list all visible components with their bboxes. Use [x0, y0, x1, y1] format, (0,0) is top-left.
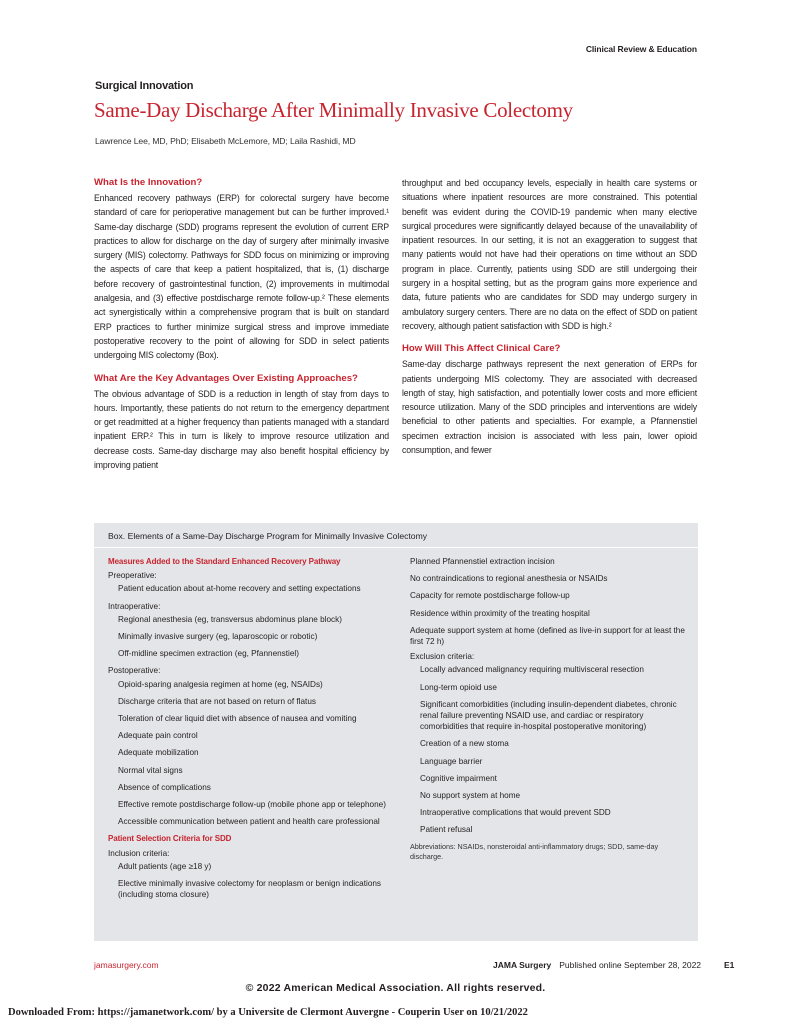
journal-citation — [493, 960, 701, 970]
box-list-item: Intraoperative complications that would prevent SDD — [420, 808, 611, 818]
box-abbreviations: Abbreviations: NSAIDs, nonsteroidal anti-inflammatory drugs; SDD, same-day discharge. — [410, 841, 659, 861]
box-list-item: Long-term opioid use — [420, 682, 497, 692]
box-list-item: Toleration of clear liquid diet with absence of nausea and vomiting — [118, 714, 357, 724]
selection-heading: Patient Selection Criteria for SDD — [108, 834, 232, 844]
intraop-list — [108, 614, 398, 660]
postop-label: Postoperative: — [108, 666, 161, 676]
box-list-item: Capacity for remote postdischarge follow-up — [410, 591, 570, 601]
measures-heading: Measures Added to the Standard Enhanced Recovery Pathway — [108, 557, 341, 566]
box-column-right — [410, 556, 688, 862]
section-label: Clinical Review & Education — [585, 44, 697, 54]
paragraph-clinical-care: Same-day discharge pathways represent the next generation of ERPs for patients undergoing MIS colectomy. They are associated with decreased length of stay, high satisfaction, and potentially lower costs and more efficient resource utilization. Many of the SDD principles and interventions are widely beneficial to other patients and specialties. For example, a Pfannenstiel specimen extraction incision is associated with less pain, lower opioid consumption, and fewer — [402, 359, 697, 456]
body-column-right — [402, 176, 697, 466]
inclusion-list-right — [410, 556, 688, 647]
box-list-item: Effective remote postdischarge follow-up (mobile phone app or telephone) — [118, 800, 386, 810]
box-list-item: Minimally invasive surgery (eg, laparoscopic or robotic) — [118, 632, 318, 642]
page-number: E1 — [724, 960, 735, 970]
paragraph-innovation: Enhanced recovery pathways (ERP) for colorectal surgery have become standard of care for perioperative management but can be further improved.¹ Same-day discharge (SDD) programs represent the evolution of current ERP practices to allow for discharge on the day of surgery after minimally invasive surgery (MIS) colectomy. Pathways for SDD focus on minimizing or improving the aspects of care that keep a patient hospitalized, that is, (1) discharge before recovery of gastrointestinal function, (2) improvements in multimodal analgesia, and (3) effective postdischarge remote follow-up.² These elements act synergistically within a comprehensive program that is built on standard ERP practices to further minimize surgical stress and improve immediate postoperative recovery to the point of allowing for SDD in select patients undergoing MIS colectomy (Box). — [94, 193, 389, 361]
postop-list — [108, 679, 398, 828]
box-list-item: Normal vital signs — [118, 765, 183, 775]
box-list-item: Adequate pain control — [118, 731, 198, 741]
inclusion-list-left — [108, 861, 398, 901]
heading-advantages: What Are the Key Advantages Over Existing Approaches? — [94, 372, 358, 384]
box-list-item: Creation of a new stoma — [420, 739, 509, 749]
download-notice: Downloaded From: https://jamanetwork.com/ by a Universite de Clermont Auvergne - Couperin User on 10/21/2022 — [8, 1007, 528, 1018]
box-list-item: Opioid-sparing analgesia regimen at home (eg, NSAIDs) — [118, 679, 323, 689]
box-list-item: Patient education about at-home recovery and setting expectations — [118, 584, 361, 594]
box-list-item: Residence within proximity of the treating hospital — [410, 608, 590, 618]
intraop-label: Intraoperative: — [108, 601, 161, 611]
preop-list — [108, 583, 398, 594]
publication-date: Published online September 28, 2022 — [559, 960, 702, 970]
box-list-item: Cognitive impairment — [420, 773, 497, 783]
body-column-left — [94, 176, 389, 481]
exclusion-list — [410, 664, 688, 835]
box-list-item: Absence of complications — [118, 782, 211, 792]
paragraph-throughput: throughput and bed occupancy levels, especially in health care systems or situations where inpatient resources are more constrained. This potential benefit was evident during the COVID-19 pandemic when many elective surgical procedures were significantly delayed because of the unavailability of inpatient resources. In our setting, it is not an exaggeration to suggest that many patients would not have had their operations on time without an SDD program in place. Currently, patients using SDD are still undergoing their surgery in a hospital setting, but as the program gains more experience and data, future patients who are candidates for SDD may undergo surgery in ambulatory surgery centers. There are no data on the effect of SDD on patient recovery, although patient satisfaction with SDD is high.² — [402, 178, 697, 331]
box-list-item: Adult patients (age ≥18 y) — [118, 861, 212, 871]
box-list-item: Significant comorbidities (including insulin-dependent diabetes, chronic renal failure preventing NSAID use, and cardiac or respiratory comorbidities that require in-hospital postoperative monitoring) — [420, 699, 677, 732]
heading-innovation: What Is the Innovation? — [94, 177, 203, 188]
box-list-item: Off-midline specimen extraction (eg, Pfannenstiel) — [118, 649, 299, 659]
box-list-item: Discharge criteria that are not based on return of flatus — [118, 696, 316, 706]
exclusion-label: Exclusion criteria: — [410, 652, 475, 662]
inclusion-label: Inclusion criteria: — [108, 848, 170, 858]
box-list-item: Locally advanced malignancy requiring multivisceral resection — [420, 665, 644, 675]
box-list-item: Adequate support system at home (defined as live-in support for at least the first 72 h) — [410, 625, 685, 647]
copyright-notice: © 2022 American Medical Association. All rights reserved. — [245, 982, 546, 994]
box-list-item: Elective minimally invasive colectomy for neoplasm or benign indications (including stoma closure) — [118, 879, 382, 900]
box-list-item: Patient refusal — [420, 825, 473, 835]
journal-name: JAMA Surgery — [493, 960, 552, 970]
box-list-item: No contraindications to regional anesthesia or NSAIDs — [410, 574, 608, 584]
box-list-item: Regional anesthesia (eg, transversus abdominus plane block) — [118, 614, 342, 624]
article-title: Same-Day Discharge After Minimally Invasive Colectomy — [94, 98, 573, 122]
article-category: Surgical Innovation — [95, 80, 194, 92]
heading-clinical-care: How Will This Affect Clinical Care? — [402, 343, 561, 355]
author-list: Lawrence Lee, MD, PhD; Elisabeth McLemore, MD; Laila Rashidi, MD — [95, 136, 356, 146]
box-list-item: Accessible communication between patient and health care professional — [118, 817, 380, 827]
box-list-item: Planned Pfannenstiel extraction incision — [410, 557, 555, 566]
box-list-item: Language barrier — [420, 756, 483, 766]
box-list-item: No support system at home — [420, 791, 521, 801]
paragraph-advantages: The obvious advantage of SDD is a reduction in length of stay from days to hours. Importantly, these patients do not return to the emergency department or get readmitted at a higher frequency than patients managed with a standard inpatient ERP.² This in turn is likely to improve resource utilization and decrease costs. Same-day discharge may also benefit hospital efficiency by improving patient — [94, 388, 389, 471]
box-list-item: Adequate mobilization — [118, 748, 199, 758]
elements-box — [94, 523, 698, 941]
box-title: Box. Elements of a Same-Day Discharge Program for Minimally Invasive Colectomy — [108, 531, 428, 541]
journal-url-link[interactable]: jamasurgery.com — [94, 960, 159, 970]
preop-label: Preoperative: — [108, 571, 157, 581]
box-divider — [94, 547, 698, 548]
box-column-left — [108, 556, 398, 906]
